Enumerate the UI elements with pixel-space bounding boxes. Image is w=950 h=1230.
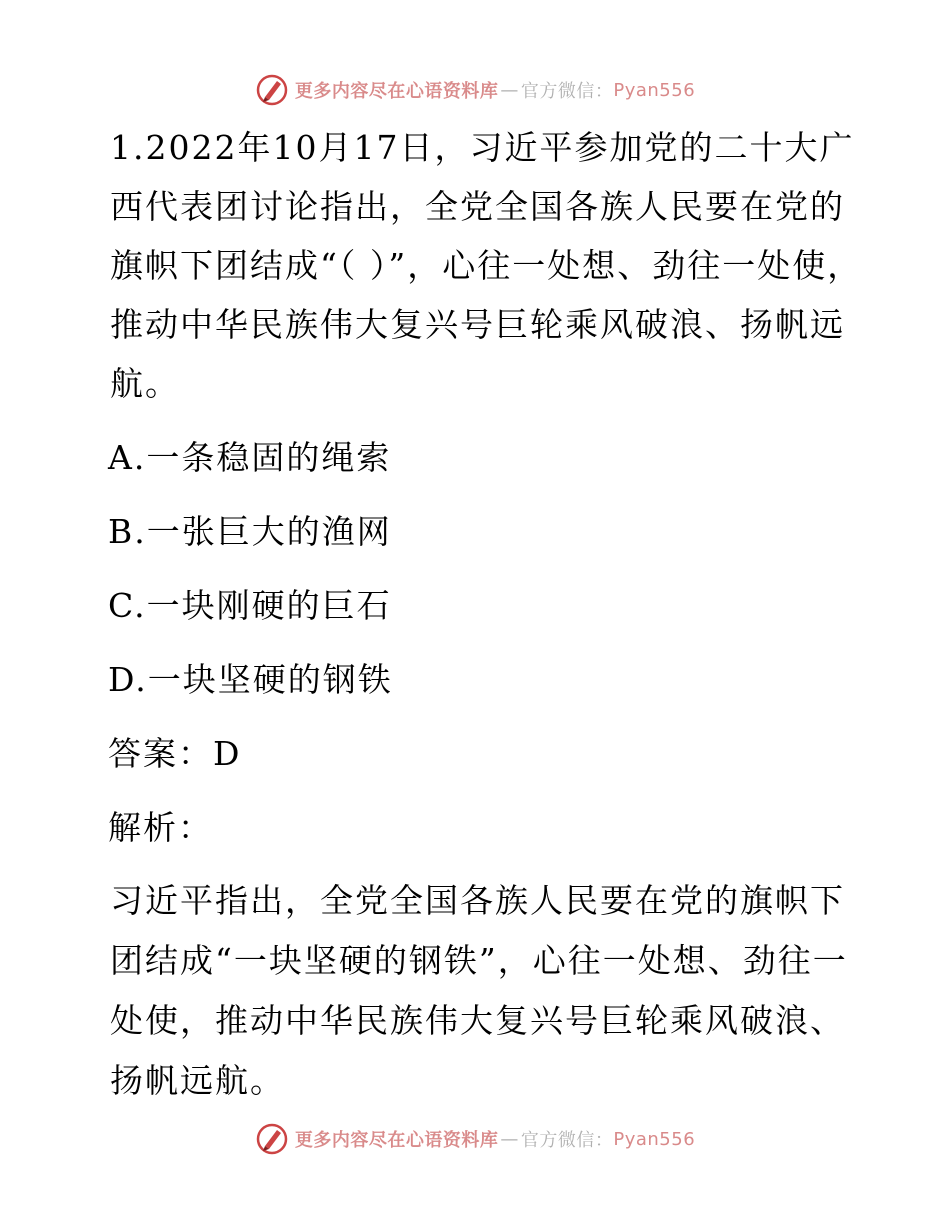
question-content — [98, 110, 868, 1111]
question-text: 1.2022年10月17日，习近平参加党的二十大广西代表团讨论指出，全党全国各族人民要在党的旗帜下团结成“（ ）”，心往一处想、劲往一处使，推动中华民族伟大复兴号巨轮乘风破浪、扬帆远航。 — [110, 128, 863, 403]
watermark-wechat-id: Pyan556 — [613, 79, 696, 101]
header-watermark — [0, 70, 950, 110]
option-d: D.一块坚硬的钢铁 — [108, 660, 393, 699]
pen-logo-icon — [255, 73, 289, 107]
answer-line: 答案：D — [108, 734, 242, 773]
analysis-label: 解析： — [108, 808, 213, 847]
option-b: B.一张巨大的渔网 — [108, 512, 392, 551]
watermark-dash: — — [500, 79, 519, 101]
watermark-text: 更多内容尽在心语资料库 — [294, 81, 499, 102]
watermark-contact: 官方微信： — [520, 1130, 614, 1151]
footer-watermark — [0, 1119, 950, 1159]
pen-logo-icon — [255, 1122, 289, 1156]
watermark-dash: — — [500, 1128, 519, 1150]
option-a: A.一条稳固的绳索 — [108, 438, 392, 477]
option-c: C.一块刚硬的巨石 — [108, 586, 392, 625]
options-list — [98, 421, 868, 717]
analysis-text: 习近平指出，全党全国各族人民要在党的旗帜下团结成“一块坚硬的钢铁”，心往一处想、劲往一处使，推动中华民族伟大复兴号巨轮乘风破浪、扬帆远航。 — [110, 881, 848, 1100]
watermark-text: 更多内容尽在心语资料库 — [294, 1130, 499, 1151]
watermark-contact: 官方微信： — [520, 81, 614, 102]
watermark-wechat-id: Pyan556 — [613, 1128, 696, 1150]
